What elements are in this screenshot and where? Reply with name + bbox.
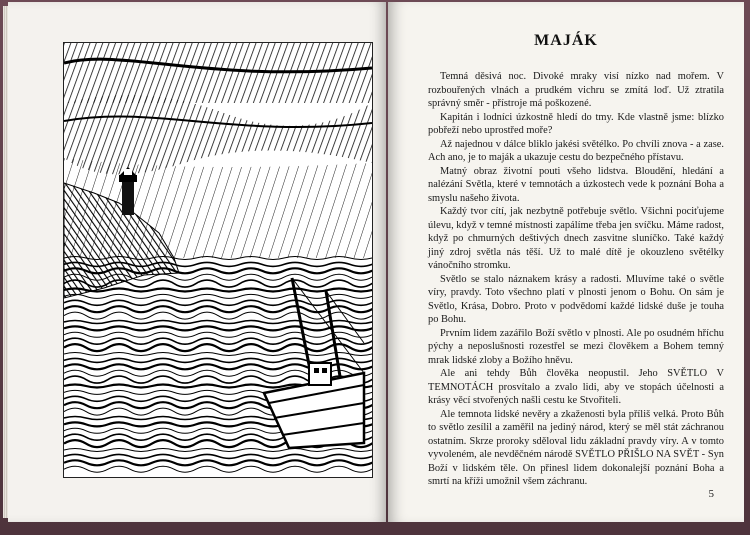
paragraph: Prvním lidem zazářilo Boží světlo v plnosti. Ale po osudném hříchu pýchy a neposlušnosti rozestřel se mezi člověkem a Bohem temný mrak lidské zloby a Božího hněvu. bbox=[428, 327, 724, 366]
paragraph: Ale ani tehdy Bůh člověka neopustil. Jeho SVĚTLO V TEMNOTÁCH prosvítalo a zvalo lidi, aby ve stopách účelnosti a krásy věcí stvořených našli cestu ke Stvořiteli. bbox=[428, 368, 724, 406]
paragraph: Světlo se stalo náznakem krásy a radosti. Mluvíme také o světle víry, pravdy. Toto všechno platí v plnosti jenom o Bohu. On sám je Světlo, Krása, Dobro. Proto v podvědomí každé lidské duše je touha po Bohu. bbox=[428, 273, 724, 325]
paragraph: Až najednou v dálce bliklo jakési světélko. Po chvíli znova - a zase. Ach ano, je to maják a ukazuje cestu do bezpečného přístavu. bbox=[428, 138, 724, 163]
paragraph: Temná děsivá noc. Divoké mraky visí nízko nad mořem. V rozbouřených vlnách a prudkém vichru se zmítá loď. Už ztratila správný směr - přístroje má poškozené. bbox=[428, 71, 724, 109]
page-number: 5 bbox=[708, 488, 714, 500]
paragraph: Matný obraz životní pouti všeho lidstva. Bloudění, hledání a nalézání Světla, které v temnotách a úzkostech vede k poznání Boha a smyslu našeho života. bbox=[428, 165, 724, 204]
right-page bbox=[388, 2, 744, 522]
paragraph: Každý tvor cítí, jak nezbytně potřebuje světlo. Všichni pociťujeme úlevu, když v temné místnosti zapálíme třeba jen svíčku. Máme radost, když po chmurných deštivých dnech zasvitne sluníčko. Také každý jiný zdroj světla nás těší. Už to malé dítě je okouzleno světélky vánočního stromku. bbox=[428, 206, 724, 271]
paragraph: Kapitán i lodníci úzkostně hledí do tmy. Kde vlastně jsme: blízko pobřeží nebo uprostřed moře? bbox=[428, 111, 724, 136]
lighthouse-storm-illustration bbox=[63, 42, 373, 478]
article-body bbox=[428, 70, 724, 489]
paragraph: Ale temnota lidské nevěry a zkaženosti byla příliš velká. Proto Bůh to světlo zesílil a zaměřil na jediný národ, který se měl stát záchranou ostatním. Skrze proroky sděloval lidu základní pravdy víry. A v tomto vyvoleném, ale nevděčném národě SVĚTLO PŘIŠLO NA SVĚT - Syn Boží v lidském těle. On přinesl lidem dokonalejší poznání Boha a smrtí na kříži umožnil všem záchranu. bbox=[428, 408, 724, 487]
left-page bbox=[8, 2, 386, 522]
cloud-band bbox=[64, 43, 372, 103]
page-title: MAJÁK bbox=[534, 32, 598, 49]
